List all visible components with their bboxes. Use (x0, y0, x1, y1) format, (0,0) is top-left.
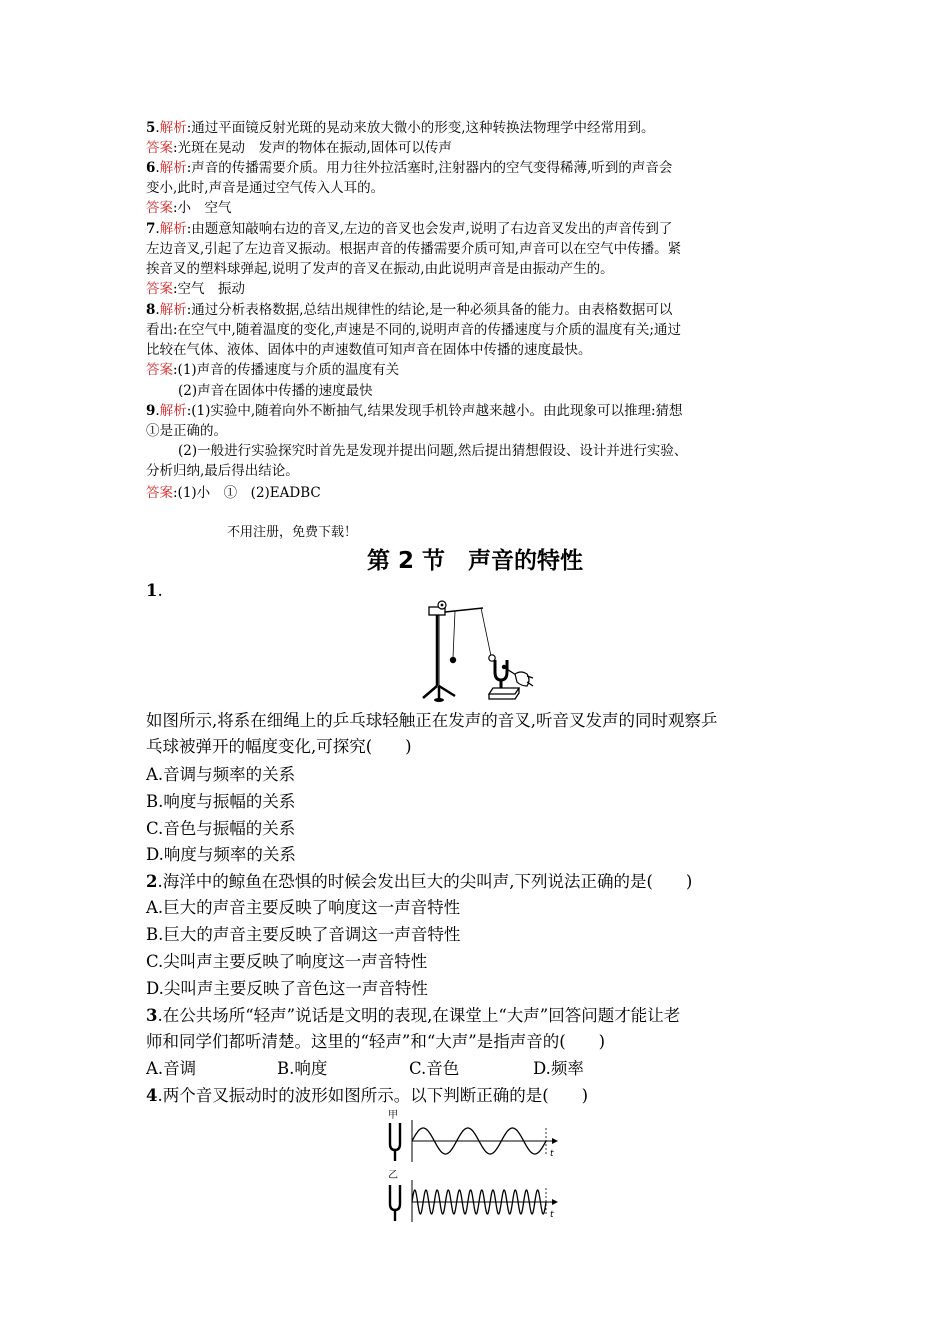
analysis-q8-line2: 看出:在空气中,随着温度的变化,声速是不同的,说明声音的传播速度与介质的温度有关;通过 (146, 322, 681, 338)
question-3-option-b: B.响度 (277, 1059, 328, 1078)
label-yi: 乙 (388, 1170, 398, 1181)
analysis-q9-line4: 分析归纳,最后得出结论。 (146, 463, 299, 479)
question-3-stem-line2: 师和同学们都听清楚。这里的“轻声”和“大声”是指声音的( ) (146, 1032, 606, 1051)
question-1-option-d: D.响度与频率的关系 (146, 845, 296, 864)
question-3-option-d: D.频率 (533, 1059, 584, 1078)
question-1-option-c: C.音色与振幅的关系 (146, 819, 296, 838)
question-1-number: 1. (146, 581, 163, 600)
question-3-option-a: A.音调 (146, 1059, 197, 1078)
label-jia: 甲 (388, 1110, 398, 1121)
promo-text: 不用注册，免费下载！ (227, 525, 358, 540)
question-2-option-d: D.尖叫声主要反映了音色这一声音特性 (146, 979, 428, 998)
question-3-option-c: C.音色 (409, 1059, 460, 1078)
question-2-stem: 2.海洋中的鲸鱼在恐惧的时候会发出巨大的尖叫声,下列说法正确的是( ) (146, 872, 693, 891)
section-title: 第 2 节 声音的特性 (366, 548, 584, 574)
analysis-q7: 7.解析:由题意知敲响右边的音叉,左边的音叉也会发声,说明了右边音叉发出的声音传到了 (146, 221, 673, 237)
answer-q7: 答案:空气 振动 (146, 281, 246, 297)
analysis-q9-line2: ①是正确的。 (146, 423, 227, 439)
question-2-option-b: B.巨大的声音主要反映了音调这一声音特性 (146, 925, 461, 944)
question-3-options (146, 1056, 811, 1082)
analysis-q8-line3: 比较在气体、液体、固体中的声速数值可知声音在固体中传播的速度最快。 (146, 342, 592, 358)
question-1-option-a: A.音调与频率的关系 (146, 765, 296, 784)
analysis-q9-line3: (2)一般进行实验探究时首先是发现并提出问题,然后提出猜想假设、设计并进行实验、 (178, 443, 688, 459)
answer-q5: 答案:光斑在晃动 发声的物体在振动,固体可以传声 (146, 140, 452, 156)
question-1-stem-line2: 乓球被弹开的幅度变化,可探究( ) (146, 737, 412, 756)
question-1-stem: 如图所示,将系在细绳上的乒乓球轻触正在发声的音叉,听音叉发声的同时观察乒 (146, 711, 718, 730)
analysis-q7-line3: 挨音叉的塑料球弹起,说明了发声的音叉在振动,由此说明声音是由振动产生的。 (146, 261, 614, 277)
analysis-q7-line2: 左边音叉,引起了左边音叉振动。根据声音的传播需要介质可知,声音可以在空气中传播。紧 (146, 241, 682, 257)
answer-q8-line2: (2)声音在固体中传播的速度最快 (178, 383, 373, 399)
question-4-stem: 4.两个音叉振动时的波形如图所示。以下判断正确的是( ) (146, 1086, 589, 1105)
answer-q8: 答案:(1)声音的传播速度与介质的温度有关 (146, 362, 400, 378)
question-2-option-a: A.巨大的声音主要反映了响度这一声音特性 (146, 898, 461, 917)
tuning-fork-pendulum-figure (415, 598, 535, 704)
label-t-top: t (550, 1149, 554, 1159)
analysis-q8: 8.解析:通过分析表格数据,总结出规律性的结论,是一种必须具备的能力。由表格数据可以 (146, 302, 673, 318)
answer-q6: 答案:小 空气 (146, 200, 232, 216)
analysis-q9: 9.解析:(1)实验中,随着向外不断抽气,结果发现手机铃声越来越小。由此现象可以推理:猜想 (146, 403, 683, 419)
analysis-q6-line2: 变小,此时,声音是通过空气传入人耳的。 (146, 180, 385, 196)
question-1-option-b: B.响度与振幅的关系 (146, 792, 296, 811)
label-t-bottom: t (550, 1210, 554, 1220)
analysis-q6: 6.解析:声音的传播需要介质。用力往外拉活塞时,注射器内的空气变得稀薄,听到的声音会 (146, 160, 673, 176)
question-3-stem: 3.在公共场所“轻声”说话是文明的表现,在课堂上“大声”回答问题才能让老 (146, 1006, 681, 1025)
waveform-figure (380, 1108, 565, 1228)
analysis-q5: 5.解析:通过平面镜反射光斑的晃动来放大微小的形变,这种转换法物理学中经常用到。 (146, 120, 655, 136)
answer-q9: 答案:(1)小 ① (2)EADBC (146, 485, 321, 501)
question-2-option-c: C.尖叫声主要反映了响度这一声音特性 (146, 952, 428, 971)
